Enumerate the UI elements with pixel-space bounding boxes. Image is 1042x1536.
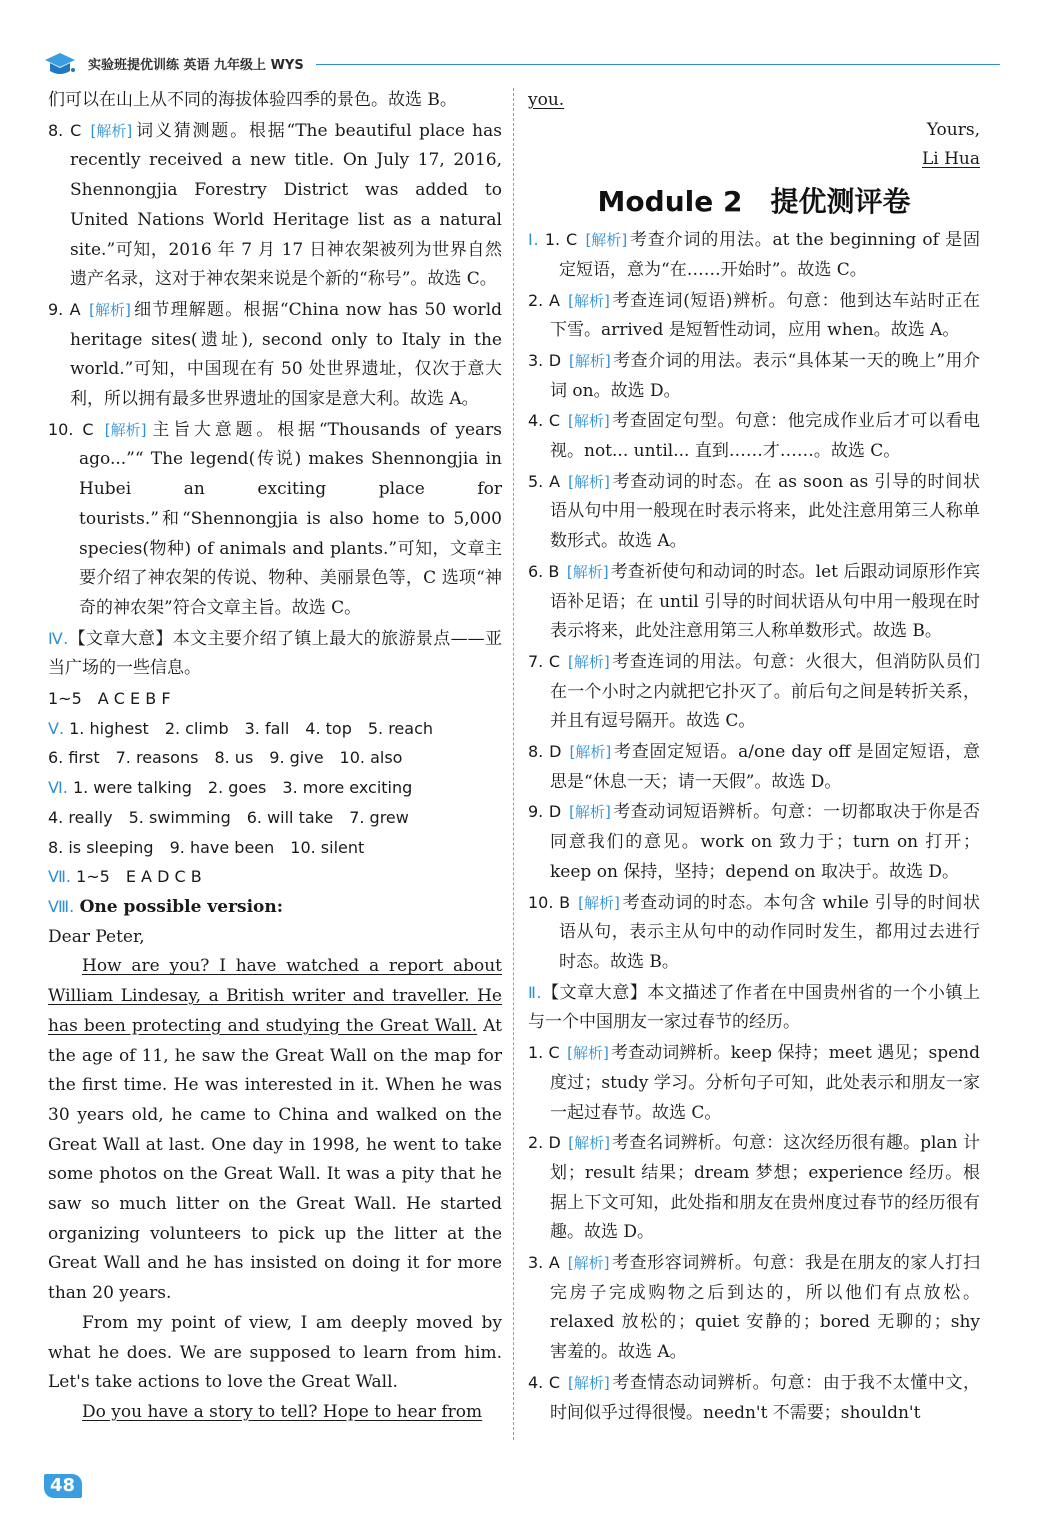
- analysis-label: 解析: [573, 1044, 604, 1063]
- letter-paragraph-1: [48, 952, 502, 1308]
- section-label: Ⅵ.: [48, 778, 68, 798]
- left-column: [48, 86, 502, 1428]
- analysis-text: 考查介词的用法。at the beginning of 是固定短语，意为“在……开始时”。故选 C。: [559, 230, 980, 280]
- analysis-tag: [解析]: [568, 1134, 611, 1153]
- section-5-line-1: [48, 714, 502, 744]
- module-title: Module 2 提优测评卷: [597, 185, 911, 219]
- analysis-text: 考查祈使句和动词的时态。let 后跟动词原形作宾语补足语；在 until 引导的时间状语从句中用一般现在时表示将来，此处注意用第三人称单数形式。故选 B。: [550, 561, 980, 642]
- continued-text: 们可以在山上从不同的海拔体验四季的景色。故选 B。: [48, 90, 457, 110]
- page-header: [40, 50, 1000, 78]
- analysis-label: 解析: [573, 291, 604, 310]
- underlined-text: Do you have a story to tell? Hope to hear from: [82, 1401, 483, 1422]
- analysis-text: 考查动词短语辨析。句意：一切都取决于你是否同意我们的意见。work on 致力于；turn on 打开；keep on 保持，坚持；depend on 取决于。故选 D。: [550, 802, 981, 882]
- answer-item-s4: [528, 1368, 980, 1428]
- analysis-text: 考查形容词辨析。句意：我是在朋友的家人打扫完房子完成购物之后到达的，所以他们有点放松。relaxed 放松的；quiet 安静的；bored 无聊的；shy 害羞的。故选 A。: [550, 1253, 981, 1363]
- answers-text: 1. highest 2. climb 3. fall 4. top 5. reach: [69, 718, 434, 738]
- analysis-label: 解析: [591, 231, 622, 250]
- analysis-text: 考查动词的时态。本句含 while 引导的时间状语从句，表示主从句中的动作同时发生，都用过去进行时态。故选 B。: [559, 892, 980, 972]
- answer-number: 10. C: [48, 419, 94, 439]
- analysis-label: 解析: [574, 351, 605, 370]
- summary-text: 【文章大意】本文描述了作者在中国贵州省的一个小镇上与一个中国朋友一家过春节的经历。: [528, 982, 981, 1033]
- paragraph-text: At the age of 11, he saw the Great Wall on the map for the first time. He was interested in it. When he was 30 years old, he came to China and walked on the Great Wall at last. One day in 1998, he went to take some photos on the Great Wall. It was a pity that he saw so much litter on the Great Wall. He started organizing volunteers to pick up the litter at the Great Wall and he has insisted on doing it for more than 20 years.: [48, 1015, 502, 1304]
- analysis-tag: [解析]: [569, 743, 612, 762]
- analysis-label: 解析: [573, 1254, 604, 1273]
- header-rule: [316, 64, 1000, 65]
- analysis-label: 解析: [573, 1373, 604, 1392]
- analysis-tag: [解析]: [568, 652, 610, 671]
- analysis-label: 解析: [574, 803, 605, 822]
- letter-continued: [528, 86, 980, 116]
- answer-number: 10. B: [528, 892, 571, 912]
- answer-number: 7. C: [528, 651, 561, 671]
- letter-closing: Yours,: [926, 119, 980, 140]
- answer-item-5: [528, 467, 980, 557]
- answer-number: 4. C: [528, 1372, 561, 1392]
- analysis-tag: [解析]: [568, 412, 610, 431]
- section-2-summary: [528, 978, 980, 1038]
- underlined-text: How are you? I have watched a report about William Lindesay, a British writer and traveller. He has been protecting and studying the Great Wall.: [48, 956, 502, 1036]
- section-4-summary: [48, 624, 502, 684]
- answers-text: 1~5 E A D C B: [76, 867, 202, 887]
- answer-number: 2. A: [528, 290, 560, 310]
- answer-item-3: [528, 346, 980, 406]
- answer-item-2: [528, 286, 980, 346]
- analysis-text: 考查名词辨析。句意：这次经历很有趣。plan 计划；result 结果；dream 梦想；experience 经历。根据上下文可知，此处指和朋友在贵州度过春节的经历很有趣。故选 D。: [550, 1133, 980, 1243]
- analysis-text: 考查动词的时态。在 as soon as 引导的时间状语从句中用一般现在时表示将来，此处注意用第三人称单数形式。故选 A。: [550, 471, 980, 552]
- answer-item-8: [528, 737, 980, 797]
- analysis-text: 考查介词的用法。表示“具体某一天的晚上”用介词 on。故选 D。: [550, 350, 980, 401]
- analysis-text: 主旨大意题。根据“Thousands of years ago...”“ The legend(传说) makes Shennongjia in Hubei an exciting place for tourists.”和“Shennongjia is also home to 5,000 species(物种) of animals and plants.”可知，文章主要介绍了神农架的传说、物种、美丽景色等，C 选项“神奇的神农架”符合文章主旨。故选 C。: [79, 419, 503, 618]
- answer-item-7: [528, 647, 980, 737]
- section-6-line-1: [48, 773, 502, 803]
- letter-salutation: Dear Peter,: [48, 926, 145, 947]
- analysis-tag: [解析]: [89, 300, 131, 319]
- version-title: One possible version:: [79, 896, 284, 917]
- analysis-label: 解析: [575, 743, 606, 762]
- answer-number: 6. B: [528, 561, 560, 581]
- analysis-tag: [解析]: [568, 1373, 610, 1392]
- answer-number: 1. C: [544, 230, 578, 250]
- answer-number: 9. D: [528, 802, 562, 822]
- analysis-tag: [解析]: [90, 121, 133, 140]
- page-number: 48: [50, 1475, 76, 1496]
- analysis-text: 词义猜测题。根据“The beautiful place has recently received a new title. On July 17, 2016, Shennongjia Forestry District was added to United Nations World Heritage list as a natural site.”可知，2016 年 7 月 17 日神农架被列为世界自然遗产名录，这对于神农架来说是个新的“称号”。故选 C。: [70, 120, 502, 290]
- letter-paragraph-3: [48, 1398, 502, 1428]
- section-label: Ⅱ.: [528, 982, 542, 1002]
- letter-paragraph-2: From my point of view, I am deeply moved by what he does. We are supposed to learn from him. Let's take actions to love the Great Wall.: [48, 1312, 502, 1393]
- section-6-line-2: 4. really 5. swimming 6. will take 7. grew: [48, 807, 409, 827]
- analysis-text: 考查固定句型。句意：他完成作业后才可以看电视。not... until... 直到……才……。故选 C。: [550, 411, 981, 462]
- answer-item-6: [528, 557, 980, 647]
- analysis-label: 解析: [574, 472, 605, 491]
- section-7-answers: [48, 862, 502, 892]
- section-8-heading: [48, 892, 502, 923]
- answer-item-s3: [528, 1248, 980, 1368]
- analysis-text: 考查固定短语。a/one day off 是固定短语，意思是“休息一天；请一天假”。故选 D。: [550, 742, 980, 792]
- analysis-label: 解析: [572, 562, 603, 581]
- analysis-tag: [解析]: [567, 1254, 610, 1273]
- analysis-label: 解析: [573, 652, 604, 671]
- section-label: Ⅰ.: [528, 230, 539, 250]
- section-label: Ⅶ.: [48, 867, 71, 887]
- answer-number: 4. C: [528, 411, 561, 431]
- letter-signature: [528, 145, 980, 175]
- answers-text: 1. were talking 2. goes 3. more exciting: [72, 778, 413, 798]
- answer-item-1: [528, 225, 980, 285]
- answer-number: 8. C: [48, 120, 82, 140]
- analysis-tag: [解析]: [104, 420, 147, 439]
- section-label: Ⅷ.: [48, 896, 75, 916]
- analysis-tag: [解析]: [568, 351, 611, 370]
- analysis-label: 解析: [574, 1134, 605, 1153]
- analysis-tag: [解析]: [578, 893, 620, 912]
- answer-item-s2: [528, 1128, 980, 1248]
- analysis-label: 解析: [110, 420, 141, 439]
- analysis-tag: [解析]: [566, 562, 609, 581]
- answer-number: 8. D: [528, 742, 562, 762]
- answer-number: 3. A: [528, 1253, 560, 1273]
- section-4-answers: 1~5 A C E B F: [48, 689, 171, 709]
- column-divider: [513, 88, 514, 1440]
- analysis-label: 解析: [96, 121, 127, 140]
- answer-number: 5. A: [528, 471, 561, 491]
- answer-item-s1: [528, 1038, 980, 1128]
- analysis-label: 解析: [573, 412, 604, 431]
- answer-item-8: [48, 116, 502, 295]
- answer-item-10: [528, 888, 980, 978]
- section-5-line-2: 6. first 7. reasons 8. us 9. give 10. also: [48, 748, 403, 768]
- analysis-text: 细节理解题。根据“China now has 50 world heritage sites(遗址), second only to Italy in the world.”可知，中国现在有 50 处世界遗址，仅次于意大利，所以拥有最多世界遗址的国家是意大利。故选 A。: [70, 299, 503, 410]
- signature-name: Li Hua: [921, 149, 980, 170]
- book-logo-icon: [42, 50, 78, 78]
- analysis-text: 考查情态动词辨析。句意：由于我不太懂中文，时间似乎过得很慢。needn't 不需要；shouldn't: [550, 1372, 981, 1423]
- answer-number: 1. C: [528, 1043, 560, 1063]
- answer-number: 2. D: [528, 1133, 561, 1153]
- section-label: Ⅴ.: [48, 718, 65, 738]
- analysis-label: 解析: [584, 893, 615, 912]
- analysis-tag: [解析]: [568, 472, 610, 491]
- right-column: [528, 86, 980, 1428]
- analysis-tag: [解析]: [568, 291, 610, 310]
- analysis-text: 考查连词(短语)辨析。句意：他到达车站时正在下雪。arrived 是短暂性动词，应用 when。故选 A。: [550, 290, 981, 341]
- section-label: Ⅳ.: [48, 628, 69, 648]
- analysis-tag: [解析]: [585, 231, 628, 250]
- page-number-badge: [44, 1472, 84, 1500]
- answer-item-4: [528, 406, 980, 466]
- analysis-tag: [解析]: [567, 1044, 609, 1063]
- answer-item-9: [48, 295, 502, 415]
- answer-number: 9. A: [48, 299, 81, 319]
- underlined-text: you.: [528, 90, 565, 110]
- analysis-text: 考查连词的用法。句意：火很大，但消防队员们在一个小时之内就把它扑灭了。前后句之间是转折关系，并且有逗号隔开。故选 C。: [550, 651, 981, 732]
- analysis-label: 解析: [95, 300, 126, 319]
- section-6-line-3: 8. is sleeping 9. have been 10. silent: [48, 837, 365, 857]
- book-title: 实验班提优训练 英语 九年级上 WYS: [88, 58, 304, 73]
- summary-text: 【文章大意】本文主要介绍了镇上最大的旅游景点——亚当广场的一些信息。: [48, 628, 502, 679]
- analysis-tag: [解析]: [569, 803, 611, 822]
- answer-item-9: [528, 797, 980, 887]
- analysis-text: 考查动词辨析。keep 保持；meet 遇见；spend 度过；study 学习。分析句子可知，此处表示和朋友一家一起过春节。故选 C。: [550, 1043, 981, 1123]
- answer-item-10: [48, 415, 502, 624]
- answer-number: 3. D: [528, 350, 562, 370]
